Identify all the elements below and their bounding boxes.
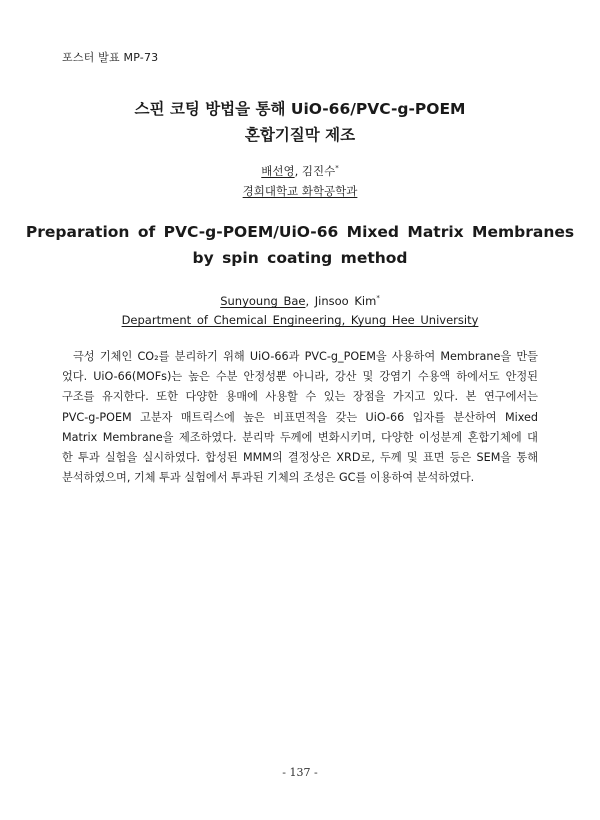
page-number: - 137 - [282,766,318,779]
english-authors-block [0,292,600,330]
english-title [0,219,600,271]
abstract-line: 구조를 유지한다. 또한 다양한 용매에 사용할 수 있는 장점을 가지고 있다. 본 연구에서는 [62,390,538,404]
english-title-line-2: by spin coating method [192,249,408,267]
korean-title [0,96,600,148]
abstract-line: 었다. UiO-66(MOFs)는 높은 수분 안정성뿐 아니라, 강산 및 강염기 수용액 하에서도 안정된 [62,370,538,384]
korean-corresponding-mark: * [335,164,339,173]
korean-title-line-1: 스핀 코팅 방법을 통해 UiO-66/PVC-g-POEM [134,100,466,118]
korean-author-corresponding: 김진수 [301,164,336,178]
session-label: 포스터 발표 MP-73 [62,51,159,64]
english-corresponding-mark: * [376,294,380,303]
abstract-body [62,347,538,488]
korean-author-list [0,161,600,181]
english-author-separator: , [305,294,315,308]
abstract-line: 극성 기체인 CO₂를 분리하기 위해 UiO-66과 PVC-g_POEM을 사용하여 Membrane을 만들 [73,350,538,363]
abstract-line: Matrix Membrane을 제조하였다. 분리막 두께에 변화시키며, 다양한 이성분계 혼합기체에 대 [62,430,538,444]
korean-author-separator: , [294,164,302,178]
abstract-line: PVC-g-POEM 고분자 매트릭스에 높은 비표면적을 갖는 UiO-66 입자를 분산하여 Mixed [62,410,538,424]
english-title-line-1: Preparation of PVC-g-POEM/UiO-66 Mixed Matrix Membranes [25,223,575,241]
korean-title-line-2: 혼합기질막 제조 [244,126,356,144]
english-affiliation: Department of Chemical Engineering, Kyung Hee University [121,313,479,327]
korean-affiliation: 경희대학교 화학공학과 [242,184,358,198]
korean-author-presenter: 배선영 [261,164,295,178]
english-author-corresponding: Jinsoo Kim [314,294,377,308]
abstract-line: 분석하였으며, 기체 투과 실험에서 투과된 기체의 조성은 GC를 이용하여 분석하였다. [62,471,475,485]
english-author-presenter: Sunyoung Bae [220,294,306,308]
english-author-list [0,292,600,311]
abstract-line: 한 투과 실험을 실시하였다. 합성된 MMM의 결정상은 XRD로, 두께 및 표면 등은 SEM을 통해 [62,450,538,464]
korean-authors-block [0,161,600,201]
